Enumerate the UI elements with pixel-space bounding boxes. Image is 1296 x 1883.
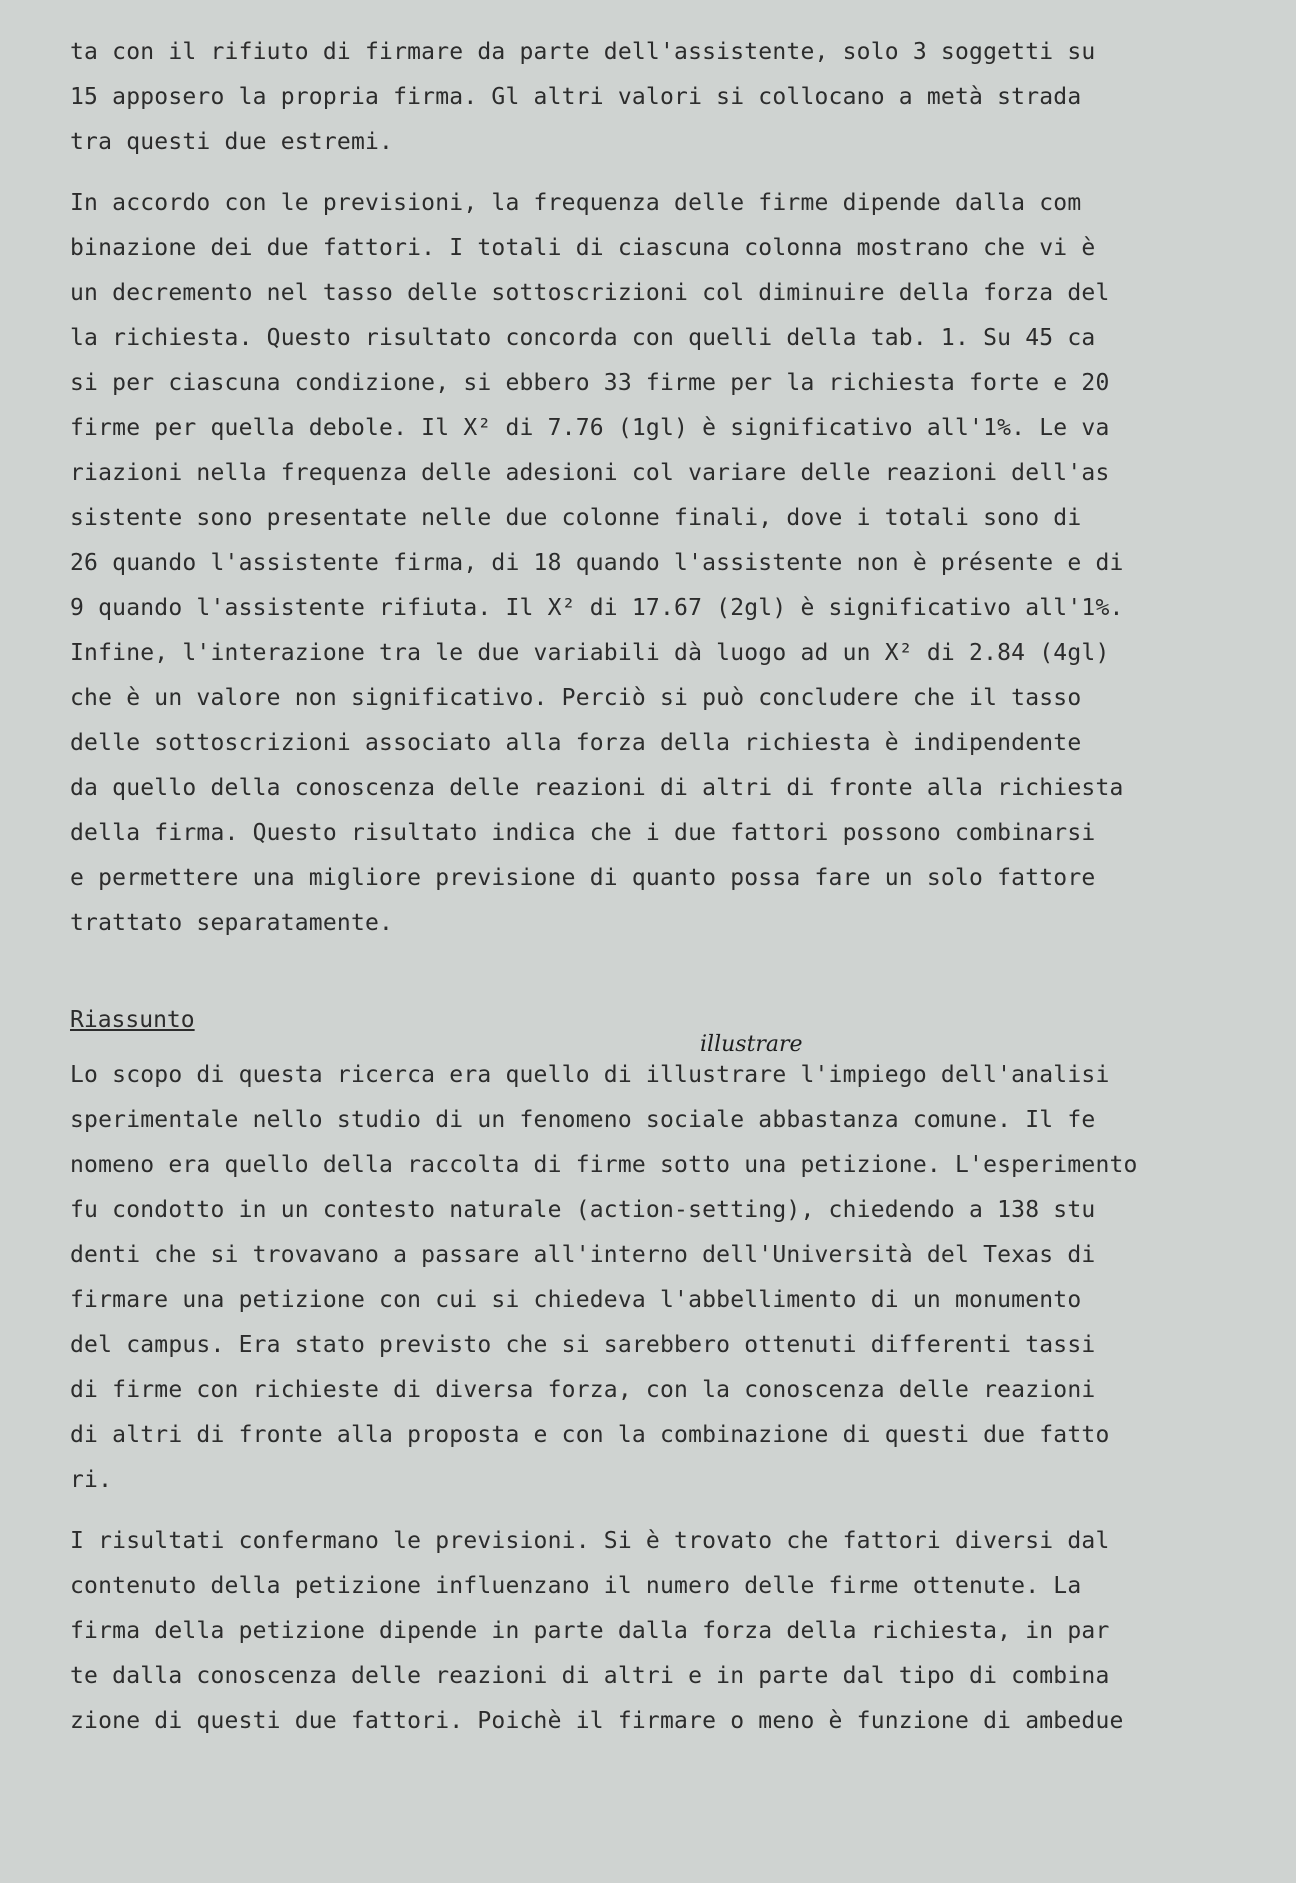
paragraph-1: ta con il rifiuto di firmare da parte dell'assistente, solo 3 soggetti su 15 apposero la propria firma. Gl altri valori si collocano a metà strada tra questi due estremi. xyxy=(70,39,1096,155)
paragraph-4: I risultati confermano le previsioni. Si è trovato che fattori diversi dal contenuto della petizione influenzano il numero delle firme ottenute. La firma della petizione dipende in parte dalla forza della richiesta, in par te dalla conoscenza delle reazioni di altri e in parte dal tipo di combina zione di questi due fattori. Poichè il firmare o meno è funzione di ambedue xyxy=(70,1528,1124,1734)
paragraph-3: Lo scopo di questa ricerca era quello di illustrare l'impiego dell'analisi sperimentale nello studio di un fenomeno sociale abbastanza comune. Il fe nomeno era quello della raccolta di firme sotto una petizione. L'esperimento fu condotto in un contesto naturale (action-setting), chiedendo a 138 stu denti che si trovavano a passare all'interno dell'Università del Texas di firmare una petizione con cui si chiedeva l'abbellimento di un monumento del campus. Era stato previsto che si sarebbero ottenuti differenti tassi di firme con richieste di diversa forza, con la conoscenza delle reazioni di altri di fronte alla proposta e con la combinazione di questi due fatto ri. xyxy=(70,1062,1138,1493)
handwritten-correction: illustrare xyxy=(700,1032,803,1057)
section-heading-riassunto: Riassunto xyxy=(70,1007,195,1033)
paragraph-2: In accordo con le previsioni, la frequenza delle firme dipende dalla com binazione dei due fattori. I totali di ciascuna colonna mostrano che vi è un decremento nel tasso delle sottoscrizioni col diminuire della forza del la richiesta. Questo risultato concorda con quelli della tab. 1. Su 45 ca si per ciascuna condizione, si ebbero 33 firme per la richiesta forte e 20 firme per quella debole. Il X² di 7.76 (1gl) è significativo all'1%. Le va riazioni nella frequenza delle adesioni col variare delle reazioni dell'as sistente sono presentate nelle due colonne finali, dove i totali sono di 26 quando l'assistente firma, di 18 quando l'assistente non è présente e di 9 quando l'assistente rifiuta. Il X² di 17.67 (2gl) è significativo all'1%. Infine, l'interazione tra le due variabili dà luogo ad un X² di 2.84 (4gl) che è un valore non significativo. Perciò si può concludere che il tasso delle sottoscrizioni associato alla forza della richiesta è indipendente da quello della conoscenza delle reazioni di altri di fronte alla richiesta della firma. Questo risultato indica che i due fattori possono combinarsi e permettere una migliore previsione di quanto possa fare un solo fattore trattato separatamente. xyxy=(70,190,1124,936)
